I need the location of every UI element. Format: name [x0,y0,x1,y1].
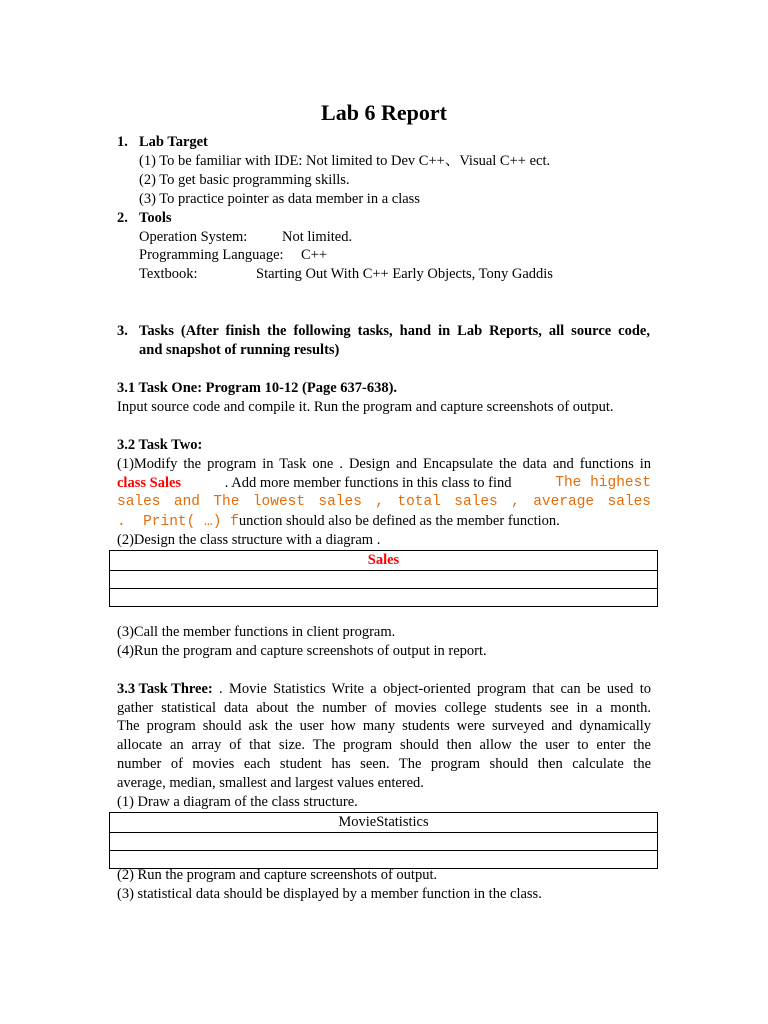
sales-class-name: Sales [110,551,657,571]
section3-number: 3. [117,323,128,339]
tools-os-value: Not limited. [282,229,353,245]
section2-heading: Tools [139,210,172,226]
task2-line2-middle: . Add more member functions in this class to find [221,475,516,491]
tools-language-value: C++ [301,247,328,263]
section1-number: 1. [117,134,128,150]
task2-line1: (1)Modify the program in Task one . Design and Encapsulate the data and functions in [117,456,651,472]
task2-step4: (4)Run the program and capture screenshots of output in report. [117,643,487,659]
task1-text: Input source code and compile it. Run the program and capture screenshots of output. [117,399,614,415]
moviestatistics-class-diagram [109,812,658,869]
task3-step3: (3) statistical data should be displayed by a member function in the class. [117,886,542,902]
highest-sales-code: The highest [555,475,651,491]
task2-line2 [117,474,651,493]
task3-step2: (2) Run the program and capture screenshots of output. [117,867,438,883]
tools-textbook-value: Starting Out With C++ Early Objects, Tony Gaddis [256,266,553,282]
tools-textbook-label: Textbook: [139,266,198,282]
section1-heading: Lab Target [139,134,208,150]
task2-step3: (3)Call the member functions in client program. [117,624,396,640]
task3-intro: . Movie Statistics Write a object-oriented program that can be used to [212,681,651,697]
task2-heading: 3.2 Task Two: [117,437,203,453]
task3-line3: The program should ask the user how many students were surveyed and dynamically [117,718,651,734]
moviestatistics-attributes-row [110,833,657,851]
print-code: . Print( …) f [117,514,239,530]
sales-attributes-row [110,571,657,589]
task3-line2: gather statistical data about the number of movies college students see in a month. [117,700,651,716]
task3-heading: 3.3 Task Three: [117,681,213,697]
tools-language-label: Programming Language: [139,247,284,263]
sales-functions-code: sales and The lowest sales , total sales , average sales [117,494,651,510]
task2-line4-rest: unction should also be defined as the member function. [238,513,560,529]
moviestatistics-class-name: MovieStatistics [110,813,657,833]
section2-number: 2. [117,210,128,226]
page-title: Lab 6 Report [321,100,447,125]
lab-target-item-3: (3) To practice pointer as data member in a class [139,191,420,207]
task3-step1: (1) Draw a diagram of the class structure. [117,794,358,810]
lab-target-item-1: (1) To be familiar with IDE: Not limited to Dev C++、Visual C++ ect. [139,153,551,169]
task2-design-line: (2)Design the class structure with a diagram . [117,532,381,548]
sales-class-diagram [109,550,658,607]
task3-line4: allocate an array of that size. The program should then allow the user to enter the [117,737,651,753]
task1-heading: 3.1 Task One: Program 10-12 (Page 637-638). [117,380,398,396]
task2-line4 [117,512,560,532]
task3-line6: average, median, smallest and largest values entered. [117,775,424,791]
tools-os-label: Operation System: [139,229,248,245]
section3-heading-line2: and snapshot of running results) [139,342,340,358]
class-sales-text: class Sales [117,475,182,491]
section3-heading-line1: Tasks (After finish the following tasks, hand in Lab Reports, all source code, [139,323,650,339]
task3-line1 [117,680,651,699]
sales-methods-row [110,589,657,606]
lab-target-item-2: (2) To get basic programming skills. [139,172,350,188]
task3-line5: number of movies each student has seen. The program should then calculate the [117,756,651,772]
